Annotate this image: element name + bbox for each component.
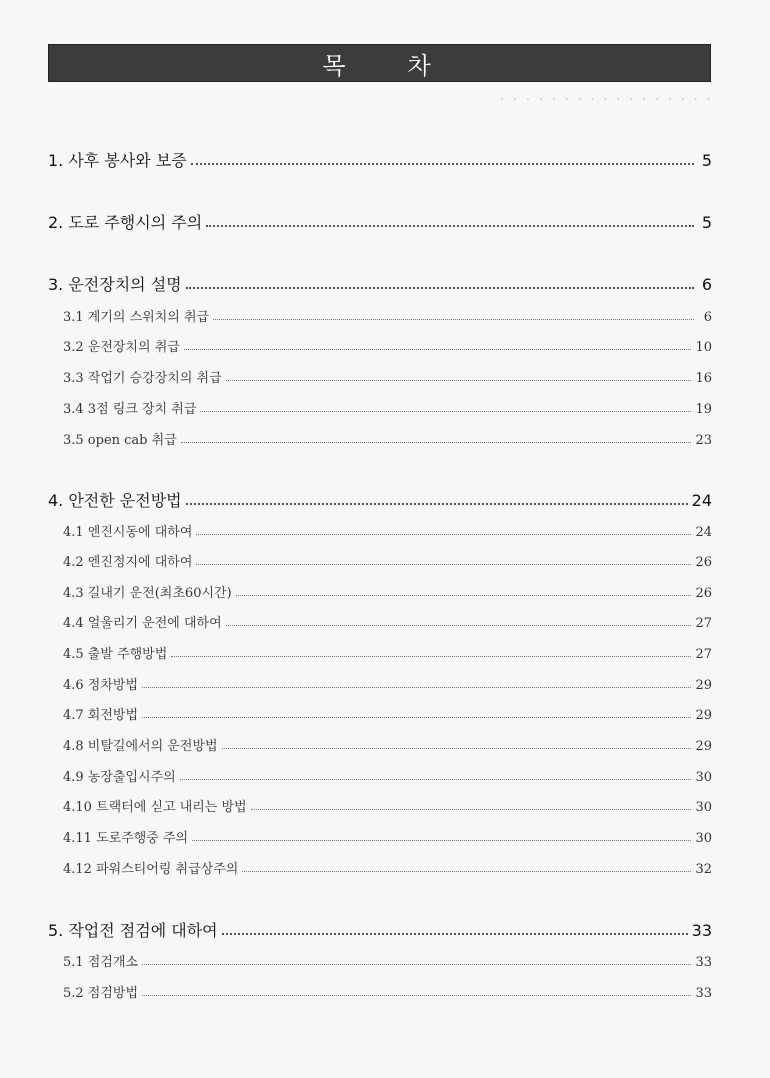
toc-section-page: 33 <box>691 921 712 940</box>
toc-subsection-page: 33 <box>695 955 712 970</box>
toc-subsection-row[interactable] <box>63 674 712 693</box>
toc-subsection-page: 30 <box>695 800 712 815</box>
dot-leader <box>186 503 688 505</box>
toc-section-row[interactable] <box>48 148 712 171</box>
toc-subsection-row[interactable] <box>63 521 712 540</box>
toc-subsection-page: 16 <box>695 371 712 386</box>
toc-subsection-page: 30 <box>695 770 712 785</box>
toc-subsection-page: 26 <box>695 555 712 570</box>
toc-subsection-row[interactable] <box>63 551 712 570</box>
dot-leader <box>142 717 691 718</box>
toc-subsection-page: 33 <box>695 986 712 1001</box>
toc-subsection-page: 29 <box>695 739 712 754</box>
dot-leader <box>181 442 692 443</box>
toc-section-row[interactable] <box>48 488 712 511</box>
toc-subsection-label: 4.10 트랙터에 싣고 내리는 방법 <box>63 800 247 815</box>
toc-subsection-label: 4.2 엔진정지에 대하여 <box>63 555 193 570</box>
toc-section-label: 1. 사후 봉사와 보증 <box>48 151 187 170</box>
toc-subsection-label: 4.1 엔진시동에 대하여 <box>63 525 193 540</box>
toc-subsection-row[interactable] <box>63 429 712 448</box>
toc-title-left: 목 <box>322 51 352 80</box>
dot-leader <box>236 595 692 596</box>
bleed-through-text: · · · · · · · · · · · · · · · · · <box>500 92 713 108</box>
dot-leader <box>226 625 692 626</box>
toc-subsection-label: 4.3 길내기 운전(최초60시간) <box>63 586 232 601</box>
toc-section-row[interactable] <box>48 272 712 295</box>
toc-subsection-page: 27 <box>695 647 712 662</box>
toc-section-label: 5. 작업전 점검에 대하여 <box>48 921 218 940</box>
toc-subsection-page: 19 <box>695 402 712 417</box>
dot-leader <box>171 656 691 657</box>
toc-subsection-row[interactable] <box>63 766 712 785</box>
toc-section-page: 6 <box>701 275 712 294</box>
dot-leader <box>180 779 692 780</box>
toc-section-row[interactable] <box>48 918 712 941</box>
toc-subsection-label: 4.7 회전방법 <box>63 708 139 723</box>
toc-subsection-page: 29 <box>695 708 712 723</box>
toc-subsection-page: 26 <box>695 586 712 601</box>
dot-leader <box>200 411 691 412</box>
dot-leader <box>196 534 691 535</box>
toc-subsection-label: 3.2 운전장치의 취급 <box>63 340 180 355</box>
toc-subsection-label: 4.5 출발 주행방법 <box>63 647 168 662</box>
toc-subsection-label: 4.9 농장출입시주의 <box>63 770 176 785</box>
dot-leader <box>222 933 688 935</box>
toc-section-label: 4. 안전한 운전방법 <box>48 491 182 510</box>
toc-section-label: 3. 운전장치의 설명 <box>48 275 182 294</box>
dot-leader <box>206 225 694 227</box>
dot-leader <box>191 163 694 165</box>
toc-subsection-row[interactable] <box>63 306 712 325</box>
toc-subsection-page: 23 <box>695 433 712 448</box>
dot-leader <box>186 287 694 289</box>
toc-subsection-label: 4.11 도로주행중 주의 <box>63 831 189 846</box>
dot-leader <box>142 964 691 965</box>
toc-subsection-label: 3.3 작업기 승강장치의 취급 <box>63 371 222 386</box>
toc-subsection-label: 3.1 계기의 스위치의 취급 <box>63 310 210 325</box>
toc-section-page: 5 <box>701 151 712 170</box>
toc-subsection-page: 10 <box>695 340 712 355</box>
toc-subsection-label: 4.8 비탈길에서의 운전방법 <box>63 739 218 754</box>
toc-subsection-row[interactable] <box>63 582 712 601</box>
dot-leader <box>196 564 691 565</box>
toc-subsection-row[interactable] <box>63 367 712 386</box>
dot-leader <box>226 380 692 381</box>
toc-subsection-page: 29 <box>695 678 712 693</box>
dot-leader <box>251 809 692 810</box>
toc-subsection-page: 24 <box>695 525 712 540</box>
dot-leader <box>242 871 691 872</box>
dot-leader <box>142 687 691 688</box>
toc-subsection-page: 30 <box>695 831 712 846</box>
toc-subsection-row[interactable] <box>63 612 712 631</box>
toc-title-right: 차 <box>407 51 437 80</box>
toc-section-page: 24 <box>691 491 712 510</box>
toc-section-label: 2. 도로 주행시의 주의 <box>48 213 203 232</box>
dot-leader <box>222 748 692 749</box>
dot-leader <box>184 349 692 350</box>
toc-subsection-page: 6 <box>703 310 712 325</box>
toc-subsection-row[interactable] <box>63 951 712 970</box>
dot-leader <box>142 995 691 996</box>
toc-subsection-row[interactable] <box>63 398 712 417</box>
toc-subsection-row[interactable] <box>63 643 712 662</box>
toc-subsection-row[interactable] <box>63 336 712 355</box>
toc-section-page: 5 <box>701 213 712 232</box>
toc-subsection-label: 5.2 점검방법 <box>63 986 139 1001</box>
toc-subsection-page: 27 <box>695 616 712 631</box>
dot-leader <box>192 840 691 841</box>
toc-subsection-row[interactable] <box>63 704 712 723</box>
toc-subsection-row[interactable] <box>63 858 712 877</box>
toc-subsection-label: 4.4 얼울리기 운전에 대하여 <box>63 616 222 631</box>
toc-section-row[interactable] <box>48 210 712 233</box>
toc-subsection-row[interactable] <box>63 796 712 815</box>
toc-subsection-row[interactable] <box>63 735 712 754</box>
dot-leader <box>213 319 694 320</box>
toc-subsection-label: 5.1 점검개소 <box>63 955 139 970</box>
toc-subsection-label: 3.5 open cab 취급 <box>63 433 177 448</box>
toc-subsection-row[interactable] <box>63 827 712 846</box>
toc-subsection-row[interactable] <box>63 982 712 1001</box>
toc-subsection-label: 3.4 3점 링크 장치 취급 <box>63 402 197 417</box>
toc-subsection-label: 4.12 파워스티어링 취급상주의 <box>63 862 239 877</box>
toc-subsection-label: 4.6 정차방법 <box>63 678 139 693</box>
toc-subsection-page: 32 <box>695 862 712 877</box>
